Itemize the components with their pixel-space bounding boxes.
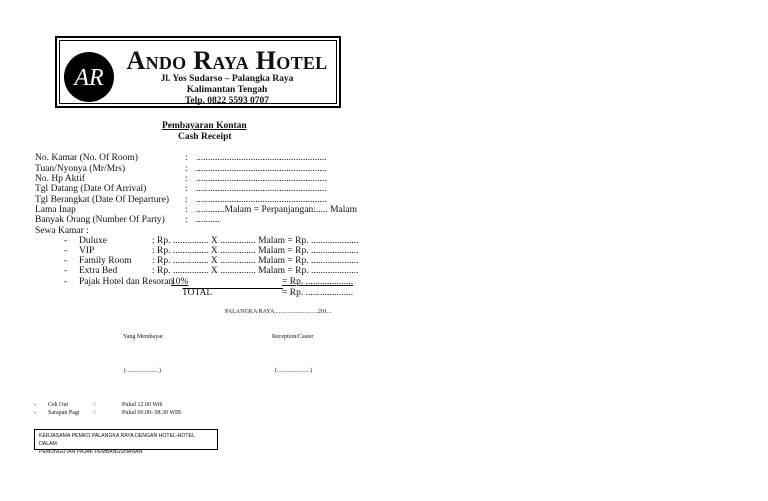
payer-signature-blank: (......................) — [124, 368, 161, 374]
room-calc-family: : Rp. ............... X ............... Malam = Rp. .................... — [152, 256, 359, 266]
logo-mark — [64, 52, 114, 102]
total-label: TOTAL — [182, 288, 213, 298]
room-row-dash: - — [64, 246, 68, 256]
logo-text: AR — [74, 65, 104, 91]
field-label-arrival: Tgl Datang (Date Of Arrival) — [35, 184, 147, 194]
field-value-phone: ....................................................... — [196, 174, 327, 184]
tax-percent: 10% — [171, 277, 189, 287]
checkout-label: Cek Out — [48, 402, 69, 408]
schedule-dash: - — [34, 402, 36, 408]
room-calc-deluxe: : Rp. ............... X ............... Malam = Rp. .................... — [152, 236, 359, 246]
schedule-colon: : — [94, 402, 96, 408]
cashier-label: Reception/Casier — [272, 334, 314, 340]
hotel-logo — [64, 52, 114, 102]
room-name-family: Family Room — [79, 256, 132, 266]
room-calc-vip: : Rp. ............... X ............... Malam = Rp. .................... — [152, 246, 359, 256]
hotel-header — [55, 36, 341, 108]
room-row-dash: - — [64, 266, 68, 276]
tax-label: Pajak Hotel dan Resoran — [79, 277, 174, 287]
field-colon: : — [185, 215, 188, 225]
field-label-party-size: Banyak Orang (Number Of Party) — [35, 215, 165, 225]
cashier-signature-blank: (......................) — [275, 368, 312, 374]
field-label-guest-name: Tuan/Nyonya (Mr/Mrs) — [35, 164, 126, 174]
tax-amount: = Rp. .................... — [282, 277, 354, 287]
header-inner-border — [59, 40, 337, 104]
field-colon: : — [185, 195, 188, 205]
field-label-phone: No. Hp Aktif — [35, 174, 85, 184]
field-label-room-no: No. Kamar (No. Of Room) — [35, 153, 138, 163]
hotel-address-line1: Jl. Yos Sudarso – Palangka Raya — [160, 74, 294, 84]
breakfast-time: Pukul 06.00- 08.30 WIB — [122, 410, 182, 416]
room-name-extra-bed: Extra Bed — [79, 266, 118, 276]
breakfast-label: Sarapan Pagi — [48, 410, 80, 416]
field-colon: : — [185, 164, 188, 174]
hotel-address-line2: Kalimantan Tengah — [186, 85, 268, 95]
place-date: PALANGKA RAYA,............................201... — [225, 309, 332, 315]
field-colon: : — [185, 205, 188, 215]
room-row-dash: - — [64, 256, 68, 266]
room-name-vip: VIP — [79, 246, 95, 256]
hotel-phone: Telp. 0822 5593 0707 — [184, 96, 270, 106]
field-colon: : — [185, 184, 188, 194]
hotel-name: Ando Raya Hotel — [126, 46, 328, 75]
field-label-departure: Tgl Berangkat (Date Of Departure) — [35, 195, 169, 205]
tax-cooperation-note — [34, 429, 218, 455]
field-value-arrival: ....................................................... — [196, 184, 327, 194]
tax-dash: - — [64, 277, 68, 287]
payer-label: Yang Membayar — [123, 334, 163, 340]
field-value-guest-name: ....................................................... — [196, 164, 327, 174]
field-colon: : — [185, 153, 188, 163]
room-row-dash: - — [64, 236, 68, 246]
field-label-stay-length: Lama Inap — [35, 205, 76, 215]
note-line1: KERJASAMA PEMKO PALANGKA RAYA DENGAN HOTEL-HOTEL DALAM — [39, 433, 195, 447]
room-rental-label: Sewa Kamar : — [35, 226, 89, 236]
schedule-colon: : — [94, 410, 96, 416]
field-value-departure: ....................................................... — [196, 195, 327, 205]
schedule-dash: - — [34, 410, 36, 416]
field-colon: : — [185, 174, 188, 184]
receipt-subtitle: Cash Receipt — [178, 132, 232, 142]
receipt-title: Pembayaran Kontan — [162, 121, 247, 131]
total-amount: = Rp. .................... — [282, 288, 354, 298]
checkout-time: Pukul 12.00 Wib — [122, 402, 163, 408]
room-calc-extra-bed: : Rp. ............... X ............... Malam = Rp. .................... — [152, 266, 359, 276]
room-name-deluxe: Duluxe — [79, 236, 107, 246]
field-value-stay-length: ............Malam = Perpanjangan:..... Malam — [196, 205, 358, 215]
note-line2: PEMUNGUTAN PAJAK PEMBANGUNANAN — [39, 449, 143, 455]
field-value-party-size: .......... — [196, 215, 220, 225]
field-value-room-no: ....................................................... — [196, 153, 327, 163]
